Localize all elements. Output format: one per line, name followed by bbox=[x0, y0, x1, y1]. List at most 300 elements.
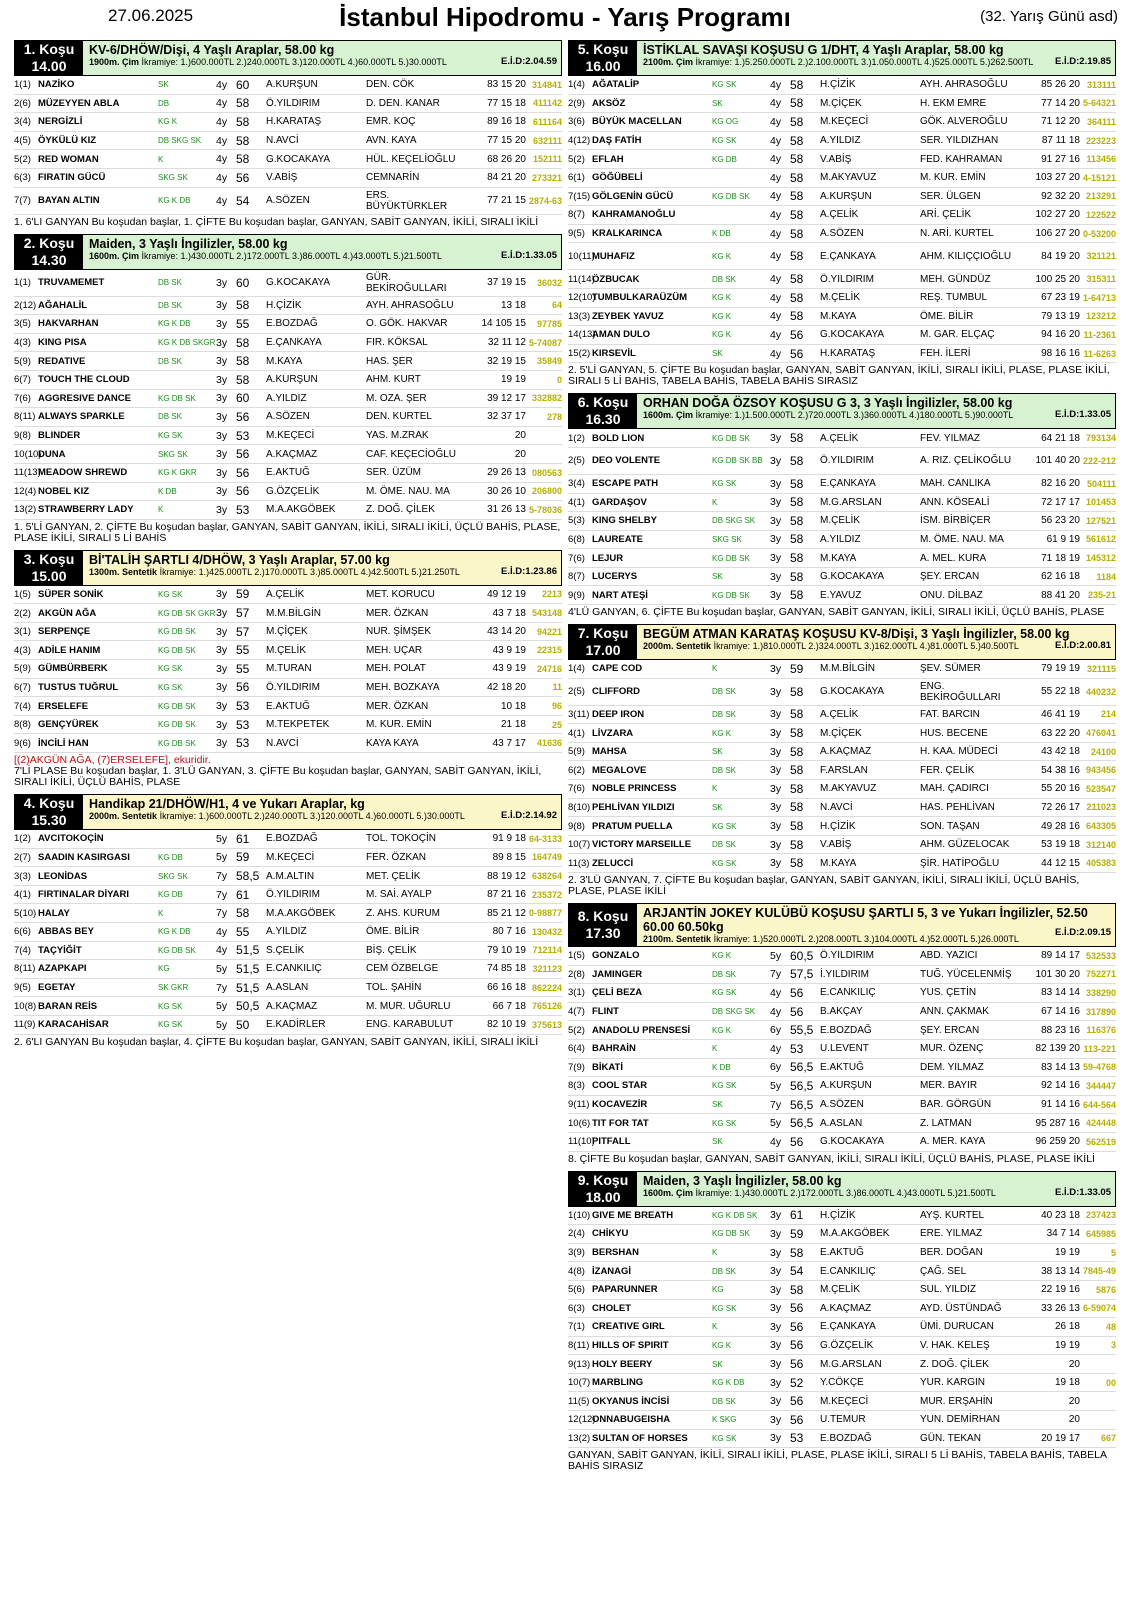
form: 476041 bbox=[1085, 728, 1116, 739]
jockey: M.ÇELİK bbox=[820, 292, 861, 304]
trainer: TOL. TOKOÇİN bbox=[366, 833, 437, 845]
jockey: A.KAÇMAZ bbox=[820, 1302, 872, 1314]
horse-number: 8(11) bbox=[14, 963, 36, 975]
stats: 20 bbox=[1068, 1414, 1080, 1426]
equipment: KG SK bbox=[158, 682, 183, 692]
trainer: GÜN. TEKAN bbox=[920, 1432, 981, 1444]
horse-age: 4y bbox=[770, 986, 782, 999]
horse-name: OKYANUS İNCİSİ bbox=[592, 1395, 670, 1407]
race-number: 2. Koşu bbox=[23, 234, 75, 251]
jockey: A.SÖZEN bbox=[266, 411, 310, 423]
horse-name: TOUCH THE CLOUD bbox=[38, 374, 130, 386]
stats: 83 15 20 bbox=[487, 79, 526, 91]
horse-number: 2(5) bbox=[568, 455, 585, 467]
horse-age: 4y bbox=[770, 273, 782, 286]
weight: 58 bbox=[790, 532, 804, 547]
form: 127521 bbox=[1085, 515, 1116, 526]
weight: 58 bbox=[790, 588, 804, 603]
equipment: KG DB SK bbox=[158, 720, 196, 730]
stats: 33 26 13 bbox=[1041, 1302, 1080, 1314]
race-number: 9. Koşu bbox=[577, 1171, 629, 1188]
trainer: MER. ÖZKAN bbox=[366, 700, 429, 712]
race-header bbox=[568, 903, 1116, 947]
form: 235372 bbox=[531, 889, 562, 900]
form: 101453 bbox=[1085, 497, 1116, 508]
trainer: MEH. BOZKAYA bbox=[366, 681, 440, 693]
horse-number: 6(7) bbox=[14, 681, 31, 693]
trainer: FER. ÇELİK bbox=[920, 764, 975, 776]
horse-name: PRATUM PUELLA bbox=[592, 820, 673, 832]
horse-number: 4(12) bbox=[568, 135, 591, 147]
jockey: E.AKTUĞ bbox=[266, 467, 310, 479]
jockey: A.ÇELİK bbox=[820, 708, 859, 720]
equipment: KG DB SK bbox=[158, 945, 196, 955]
trainer: FAT. BARCIN bbox=[920, 708, 980, 720]
jockey: E.ÇANKAYA bbox=[266, 337, 322, 349]
horse-row bbox=[14, 660, 562, 679]
horse-age: 7y bbox=[216, 870, 228, 883]
stats: 68 26 20 bbox=[487, 153, 526, 165]
prize-money: İkramiye: 1.)1.500.000TL 2.)720.000TL 3.)360.000TL 4.)180.000TL 5.)90.000TL bbox=[695, 410, 1014, 421]
horse-row bbox=[568, 1021, 1116, 1040]
race-block bbox=[568, 1171, 1116, 1473]
horse-name: ADİLE HANIM bbox=[38, 644, 101, 656]
stats: 84 19 20 bbox=[1041, 250, 1080, 262]
weight: 58,5 bbox=[236, 869, 260, 884]
horse-age: 3y bbox=[216, 466, 228, 479]
trainer: YAS. M.ZRAK bbox=[366, 430, 429, 442]
weight: 58 bbox=[790, 781, 804, 796]
stats: 54 38 16 bbox=[1041, 764, 1080, 776]
form: 213291 bbox=[1085, 191, 1116, 202]
form: 278 bbox=[546, 411, 562, 422]
weight: 61 bbox=[236, 887, 250, 902]
race-block bbox=[568, 624, 1116, 897]
jockey: E.ÇANKAYA bbox=[820, 1321, 876, 1333]
weight: 53 bbox=[236, 717, 250, 732]
jockey: A.KURŞUN bbox=[820, 1080, 872, 1092]
horse-name: HAKVARHAN bbox=[38, 318, 99, 330]
horse-age: 4y bbox=[770, 227, 782, 240]
weight: 58 bbox=[790, 569, 804, 584]
horse-name: AĞAHALİL bbox=[38, 299, 88, 311]
race-time: 14.00 bbox=[31, 58, 67, 74]
horse-age: 4y bbox=[770, 347, 782, 360]
horse-age: 3y bbox=[770, 496, 782, 509]
weight: 53 bbox=[236, 502, 250, 517]
stats: 106 27 20 bbox=[1035, 228, 1080, 240]
race-number-box bbox=[15, 795, 83, 829]
horse-row bbox=[568, 169, 1116, 188]
horse-name: LAUREATE bbox=[592, 533, 644, 545]
weight: 56 bbox=[236, 465, 250, 480]
stats: 20 bbox=[514, 448, 526, 460]
horse-age: 3y bbox=[216, 700, 228, 713]
jockey: M.ÇİÇEK bbox=[266, 626, 308, 638]
horse-name: TUMBULKARAÜZÜM bbox=[592, 292, 687, 304]
stats: 101 30 20 bbox=[1035, 968, 1080, 980]
form: 122522 bbox=[1085, 209, 1116, 220]
stats: 13 18 bbox=[500, 299, 526, 311]
horse-number: 10(8) bbox=[14, 1000, 37, 1012]
stats: 39 12 17 bbox=[487, 392, 526, 404]
form: 25 bbox=[551, 719, 562, 730]
horse-row bbox=[568, 966, 1116, 985]
equipment: KG SK bbox=[712, 1081, 737, 1091]
trainer: GÖK. ALVEROĞLU bbox=[920, 116, 1008, 128]
horse-age: 7y bbox=[216, 907, 228, 920]
horse-number: 7(6) bbox=[568, 552, 585, 564]
trainer: ANN. KÖSEALİ bbox=[920, 496, 990, 508]
horse-row bbox=[568, 1003, 1116, 1022]
horse-name: FIRATIN GÜCÜ bbox=[38, 172, 106, 184]
trainer: REŞ. TUMBUL bbox=[920, 292, 988, 304]
race-distance: 1900m. Çim bbox=[89, 57, 140, 67]
equipment: KG SK bbox=[712, 821, 737, 831]
weight: 58 bbox=[236, 152, 250, 167]
race-block bbox=[14, 40, 562, 228]
race-info bbox=[637, 904, 1115, 946]
form: 3 bbox=[1110, 1340, 1116, 1351]
horse-name: BAYAN ALTIN bbox=[38, 195, 100, 207]
horse-number: 8(11) bbox=[14, 411, 36, 423]
horse-row bbox=[568, 448, 1116, 475]
horse-name: ÖZBUCAK bbox=[592, 273, 640, 285]
horse-age: 3y bbox=[770, 1432, 782, 1445]
form: 113-221 bbox=[1083, 1043, 1116, 1054]
equipment: KG DB bbox=[158, 852, 183, 862]
jockey: A.ASLAN bbox=[820, 1117, 863, 1129]
form: 645985 bbox=[1085, 1228, 1116, 1239]
equipment: K bbox=[712, 1044, 718, 1054]
horse-age: 3y bbox=[770, 1339, 782, 1352]
stats: 20 bbox=[1068, 1395, 1080, 1407]
weight: 56 bbox=[790, 327, 804, 342]
horse-row bbox=[568, 780, 1116, 799]
trainer: SON. TAŞAN bbox=[920, 820, 980, 832]
horse-age: 3y bbox=[770, 1376, 782, 1389]
horse-age: 4y bbox=[770, 1135, 782, 1148]
trainer: MET. KORUCU bbox=[366, 588, 435, 600]
horse-name: HILLS OF SPIRIT bbox=[592, 1339, 669, 1351]
form: 164749 bbox=[531, 852, 562, 863]
race-number: 3. Koşu bbox=[23, 550, 75, 567]
stats: 49 12 19 bbox=[487, 588, 526, 600]
horse-number: 5(2) bbox=[14, 153, 31, 165]
horse-name: ÇELİ BEZA bbox=[592, 987, 643, 999]
horse-row bbox=[568, 206, 1116, 225]
trainer: DEN. KURTEL bbox=[366, 411, 432, 423]
jockey: M.KAYA bbox=[820, 310, 857, 322]
trainer: AHM. GÜZELOCAK bbox=[920, 839, 1010, 851]
equipment: KG SK bbox=[158, 1001, 183, 1011]
equipment: KG K bbox=[712, 330, 732, 340]
horse-number: 7(4) bbox=[14, 700, 31, 712]
horse-name: LEJUR bbox=[592, 552, 624, 564]
horse-age: 3y bbox=[770, 1283, 782, 1296]
equipment: K bbox=[712, 497, 718, 507]
stats: 49 28 16 bbox=[1041, 820, 1080, 832]
trainer: ARİ. ÇELİK bbox=[920, 209, 972, 221]
jockey: H.KARATAŞ bbox=[266, 116, 322, 128]
stats: 102 27 20 bbox=[1035, 209, 1080, 221]
form: 11-2361 bbox=[1083, 329, 1116, 340]
form: 1184 bbox=[1096, 571, 1116, 582]
trainer: TOL. ŞAHİN bbox=[366, 982, 422, 994]
equipment: KG DB SK bbox=[712, 553, 750, 563]
trainer: FEV. YILMAZ bbox=[920, 432, 981, 444]
horse-name: SAADIN KASIRGASI bbox=[38, 851, 130, 863]
equipment: KG SK bbox=[712, 858, 737, 868]
horse-name: LUCERYS bbox=[592, 571, 638, 583]
horse-row bbox=[14, 679, 562, 698]
horse-row bbox=[14, 849, 562, 868]
trainer: M. GAR. ELÇAÇ bbox=[920, 329, 995, 341]
trainer: ÖME. BİLİR bbox=[366, 926, 420, 938]
form: 643305 bbox=[1085, 821, 1116, 832]
weight: 56 bbox=[790, 1338, 804, 1353]
trainer: ENG. KARABULUT bbox=[366, 1019, 454, 1031]
form: 712114 bbox=[532, 945, 562, 956]
race-header bbox=[14, 794, 562, 830]
horse-age: 3y bbox=[216, 625, 228, 638]
horse-number: 4(3) bbox=[14, 644, 31, 656]
form: 00 bbox=[1105, 1377, 1116, 1388]
equipment: KG SK bbox=[712, 1303, 737, 1313]
horse-age: 4y bbox=[770, 250, 782, 263]
race-number-box bbox=[569, 904, 637, 946]
horse-age: 3y bbox=[770, 514, 782, 527]
horse-number: 11(5) bbox=[568, 1395, 590, 1407]
horse-age: 3y bbox=[770, 1209, 782, 1222]
form: 2874-63 bbox=[528, 195, 562, 206]
race-info bbox=[637, 1172, 1115, 1206]
race-title: İSTİKLAL SAVAŞI KOŞUSU G 1/DHT, 4 Yaşlı Araplar, 58.00 kg bbox=[643, 43, 1004, 57]
jockey: N.AVCİ bbox=[266, 135, 299, 147]
horse-number: 2(9) bbox=[568, 97, 585, 109]
weight: 56 bbox=[790, 1394, 804, 1409]
jockey: M.A.AKGÖBEK bbox=[820, 1228, 890, 1240]
trainer: Z. LATMAN bbox=[920, 1117, 972, 1129]
horse-row bbox=[568, 308, 1116, 327]
race-time: 15.00 bbox=[31, 567, 67, 584]
horse-row bbox=[568, 568, 1116, 587]
weight: 58 bbox=[790, 513, 804, 528]
stats: 26 18 bbox=[1054, 1321, 1080, 1333]
horse-age: 3y bbox=[216, 644, 228, 657]
form: 152111 bbox=[532, 154, 562, 165]
horse-row bbox=[568, 1262, 1116, 1281]
form: 667 bbox=[1100, 1433, 1116, 1444]
horse-number: 7(6) bbox=[568, 783, 585, 795]
horse-age: 3y bbox=[770, 727, 782, 740]
horse-age: 3y bbox=[770, 1358, 782, 1371]
race-info bbox=[83, 235, 561, 269]
equipment: SK bbox=[712, 98, 723, 108]
stats: 29 26 13 bbox=[487, 467, 526, 479]
trainer: HAS. ŞER bbox=[366, 355, 413, 367]
jockey: Ö.YILDIRIM bbox=[266, 97, 320, 109]
equipment: KG SK bbox=[158, 431, 183, 441]
horse-number: 3(4) bbox=[14, 116, 31, 128]
trainer: AYH. AHRASOĞLU bbox=[366, 299, 454, 311]
equipment: SK bbox=[158, 80, 169, 90]
race-title: KV-6/DHÖW/Dişi, 4 Yaşlı Araplar, 58.00 kg bbox=[89, 43, 335, 57]
race-record: E.İ.D:2.09.15 bbox=[1055, 927, 1111, 938]
stats: 89 8 15 bbox=[492, 851, 526, 863]
equipment: DB SKG SK bbox=[712, 516, 756, 526]
equipment: KG K bbox=[712, 1025, 732, 1035]
equipment: KG K DB bbox=[158, 319, 191, 329]
equipment: DB SK bbox=[158, 278, 183, 288]
jockey: M.KEÇECİ bbox=[820, 116, 869, 128]
form: 222-212 bbox=[1082, 455, 1116, 466]
form: 4-15121 bbox=[1082, 172, 1116, 183]
weight: 56,5 bbox=[790, 1116, 814, 1131]
horse-age: 5y bbox=[770, 1117, 782, 1130]
horse-age: 3y bbox=[770, 1395, 782, 1408]
horse-name: TAÇYİĞİT bbox=[38, 944, 82, 956]
race-distance: 2100m. Çim bbox=[643, 57, 694, 67]
horse-row bbox=[568, 289, 1116, 308]
horse-number: 7(7) bbox=[14, 195, 31, 207]
race-block bbox=[568, 903, 1116, 1165]
horse-name: GARDAŞOV bbox=[592, 496, 647, 508]
horse-row bbox=[568, 270, 1116, 289]
race-number-box bbox=[15, 235, 83, 269]
horse-name: İZANAGİ bbox=[592, 1265, 632, 1277]
trainer: H. EKM EMRE bbox=[920, 97, 987, 109]
jockey: M.G.ARSLAN bbox=[820, 1358, 882, 1370]
equipment: KG K DB bbox=[712, 1378, 745, 1388]
horse-number: 6(2) bbox=[568, 764, 585, 776]
horse-age: 7y bbox=[770, 1098, 782, 1111]
equipment: DB SK bbox=[712, 274, 737, 284]
weight: 58 bbox=[236, 133, 250, 148]
horse-number: 6(1) bbox=[568, 172, 585, 184]
form: 0 bbox=[556, 374, 562, 385]
jockey: M.AKYAVUZ bbox=[820, 783, 877, 795]
trainer: ANN. ÇAKMAK bbox=[920, 1006, 989, 1018]
equipment: KG SK bbox=[158, 589, 183, 599]
horse-row bbox=[14, 586, 562, 605]
horse-name: MÜZEYYEN ABLA bbox=[38, 97, 120, 109]
stats: 55 22 18 bbox=[1041, 686, 1080, 698]
horse-age: 3y bbox=[770, 820, 782, 833]
trainer: A. RIZ. ÇELİKOĞLU bbox=[920, 455, 1012, 467]
stats: 91 14 16 bbox=[1041, 1099, 1080, 1111]
horse-name: AVCITOKOÇİN bbox=[38, 833, 104, 845]
horse-row bbox=[14, 95, 562, 114]
horse-name: FLINT bbox=[592, 1006, 619, 1018]
equipment: KG DB SK bbox=[712, 590, 750, 600]
race-distance: 1600m. Çim bbox=[643, 1187, 694, 1198]
bet-info: 7'Lİ PLASE Bu koşudan başlar, 1. 3'LÜ GANYAN, 3. ÇİFTE Bu koşudan başlar, GANYAN, SABİT GANYAN, İKİLİ, SIRALI İKİLİ, ÜÇLÜ BAHİS, PLASE bbox=[14, 765, 542, 789]
form: 314841 bbox=[531, 79, 562, 90]
equipment: DB SK bbox=[712, 1396, 737, 1406]
horse-number: 14(13) bbox=[568, 329, 596, 341]
horse-age: 3y bbox=[770, 533, 782, 546]
horse-name: AKGÜN AĞA bbox=[38, 607, 97, 619]
stats: 55 20 16 bbox=[1041, 783, 1080, 795]
race-time: 17.00 bbox=[585, 642, 621, 659]
stats: 83 14 14 bbox=[1041, 987, 1080, 999]
horse-number: 9(9) bbox=[568, 589, 585, 601]
horse-list bbox=[568, 1207, 1116, 1449]
horse-age: 7y bbox=[770, 968, 782, 981]
race-distance: 1600m. Çim bbox=[643, 410, 694, 421]
weight: 55 bbox=[236, 924, 250, 939]
horse-row bbox=[568, 76, 1116, 95]
horse-number: 2(5) bbox=[568, 686, 585, 698]
horse-name: AGGRESIVE DANCE bbox=[38, 392, 131, 404]
stats: 88 19 12 bbox=[487, 870, 526, 882]
trainer: YUS. ÇETİN bbox=[920, 987, 977, 999]
horse-number: 4(7) bbox=[568, 1006, 585, 1018]
jockey: E.AKTUĞ bbox=[820, 1247, 864, 1259]
trainer: A. MEL. KURA bbox=[920, 552, 987, 564]
weight: 58 bbox=[236, 354, 250, 369]
horse-number: 3(11) bbox=[568, 708, 590, 720]
form: 862224 bbox=[531, 982, 562, 993]
race-record: E.İ.D:2.04.59 bbox=[501, 56, 557, 67]
form: 6-59074 bbox=[1082, 1303, 1116, 1314]
horse-age: 4y bbox=[770, 1005, 782, 1018]
weight: 60 bbox=[236, 77, 250, 92]
stats: 82 139 20 bbox=[1035, 1043, 1080, 1055]
horse-row bbox=[568, 95, 1116, 114]
form: 24716 bbox=[536, 663, 562, 674]
jockey: A.KAÇMAZ bbox=[266, 448, 318, 460]
stats: 88 23 16 bbox=[1041, 1024, 1080, 1036]
horse-number: 2(12) bbox=[14, 299, 37, 311]
stats: 80 7 16 bbox=[492, 926, 526, 938]
form: 11 bbox=[552, 682, 562, 693]
trainer: BİŞ. ÇELİK bbox=[366, 944, 417, 956]
horse-name: İNCİLİ HAN bbox=[38, 737, 89, 749]
horse-name: GÖLGENİN GÜCÜ bbox=[592, 190, 674, 202]
equipment: DB SK bbox=[158, 412, 183, 422]
form: 123212 bbox=[1085, 311, 1116, 322]
bet-info: GANYAN, SABİT GANYAN, İKİLİ, SIRALI İKİLİ, PLASE, PLASE İKİLİ, SIRALI 5 Lİ BAHİS, TABELA BAHİS, TABELA BAHİS SIRASIZ bbox=[568, 1449, 1107, 1473]
horse-age: 7y bbox=[216, 888, 228, 901]
trainer: SER. YILDIZHAN bbox=[920, 135, 999, 147]
equipment: KG bbox=[712, 1285, 724, 1295]
horse-number: 5(2) bbox=[568, 1024, 585, 1036]
horse-name: NERGİZLİ bbox=[38, 116, 83, 128]
trainer: YUN. DEMİRHAN bbox=[920, 1414, 1001, 1426]
horse-age: 4y bbox=[770, 171, 782, 184]
jockey: U.LEVENT bbox=[820, 1043, 869, 1055]
jockey: E.ÇANKAYA bbox=[820, 250, 876, 262]
horse-row bbox=[568, 243, 1116, 270]
horse-number: 3(9) bbox=[568, 1247, 585, 1259]
stats: 88 41 20 bbox=[1041, 589, 1080, 601]
weight: 59 bbox=[790, 661, 804, 676]
horse-number: 8(3) bbox=[568, 1080, 585, 1092]
horse-age: 4y bbox=[770, 291, 782, 304]
race-time: 16.30 bbox=[585, 411, 621, 428]
race-note bbox=[568, 1450, 1116, 1472]
stats: 87 11 18 bbox=[1041, 135, 1080, 147]
jockey: Ö.YILDIRIM bbox=[266, 681, 320, 693]
race-number: 5. Koşu bbox=[577, 41, 629, 57]
equipment: SK bbox=[712, 1359, 723, 1369]
horse-age: 3y bbox=[770, 838, 782, 851]
horse-age: 6y bbox=[770, 1024, 782, 1037]
race-prize bbox=[89, 567, 557, 578]
stats: 79 13 19 bbox=[1041, 310, 1080, 322]
